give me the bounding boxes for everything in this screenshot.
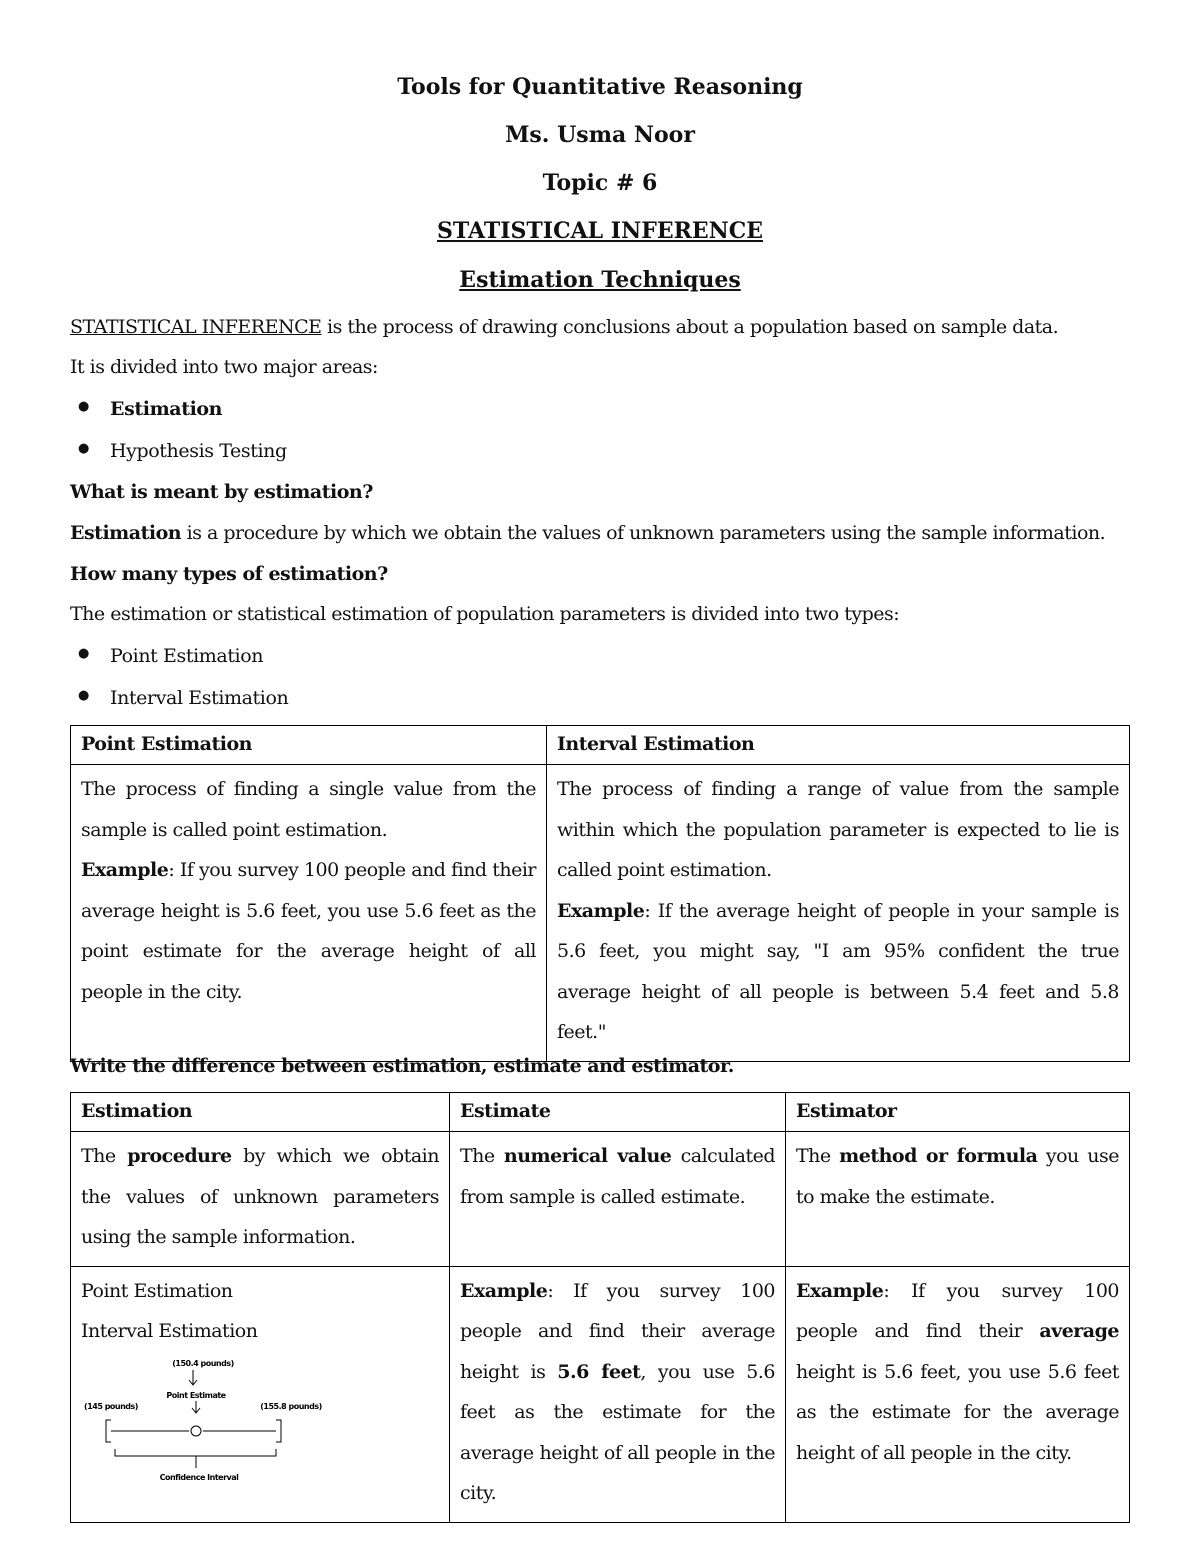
right-bracket	[276, 1420, 281, 1442]
course-title: Tools for Quantitative Reasoning	[397, 74, 803, 100]
table-cell	[547, 765, 1130, 1062]
diagram-point-label: Point Estimate	[166, 1390, 226, 1400]
diagram-left-label: (145 pounds)	[84, 1401, 138, 1411]
intro-term: STATISTICAL INFERENCE	[70, 316, 322, 338]
example-label: Example	[460, 1279, 548, 1302]
point-estimation-example: : If you survey 100 people and find their average height is 5.6 feet, you use 5.6 feet as the point estimate for the average height of all people in the city.	[81, 859, 536, 1003]
example-label: Example	[81, 859, 169, 881]
table-header-cell: Estimation	[71, 1093, 450, 1132]
table-row	[71, 1093, 1130, 1132]
table-header-cell: Interval Estimation	[547, 726, 1130, 765]
table-header-cell: Estimate	[450, 1093, 786, 1132]
subsection-title: Estimation Techniques	[459, 267, 741, 293]
point-estimate-marker	[191, 1426, 201, 1436]
cell-emphasis: numerical value	[503, 1145, 672, 1167]
question-heading: What is meant by estimation?	[70, 481, 373, 503]
table-row	[71, 726, 1130, 765]
instructor-name: Ms. Usma Noor	[505, 122, 695, 148]
diagram-top-label: (150.4 pounds)	[172, 1358, 234, 1368]
table-cell	[71, 1266, 450, 1522]
estimation-definition	[70, 522, 1150, 544]
answer-text: is a procedure by which we obtain the values of unknown parameters using the sample information.	[181, 522, 1106, 544]
table-cell	[71, 1132, 450, 1267]
interval-estimation-definition: The process of finding a range of value from the sample within which the population parameter is expected to lie is called point estimation.	[557, 778, 1119, 881]
question-heading: Write the difference between estimation, estimate and estimator.	[70, 1055, 734, 1077]
section-title: STATISTICAL INFERENCE	[436, 218, 764, 244]
cell-text: height is 5.6 feet, you use 5.6 feet as the estimate for the average height of all people in the city.	[796, 1360, 1119, 1464]
topic-number: Topic # 6	[542, 170, 658, 196]
cell-text: The	[460, 1145, 504, 1167]
left-bracket	[106, 1420, 111, 1442]
cell-emphasis: 5.6 feet	[557, 1360, 641, 1383]
cell-emphasis: average	[1039, 1320, 1119, 1342]
cell-text: : If you survey 100 people and find their average height is	[460, 1279, 775, 1383]
table-cell	[786, 1266, 1130, 1522]
cell-emphasis: method or formula	[839, 1145, 1038, 1167]
cell-text: you use to make the estimate.	[796, 1145, 1119, 1208]
interval-estimation-example: : If the average height of people in your sample is 5.6 feet, you might say, "I am 95% confident the true average height of all people is between 5.4 feet and 5.8 feet."	[557, 899, 1119, 1043]
table-cell	[450, 1266, 786, 1522]
table-row	[71, 1266, 1130, 1522]
cell-text: The	[81, 1145, 128, 1167]
intro-definition-text: is the process of drawing conclusions about a population based on sample data.	[321, 316, 1059, 338]
cell-text: , you use 5.6 feet as the estimate for the average height of all people in the city.	[460, 1360, 776, 1504]
cell-line: Interval Estimation	[81, 1320, 258, 1342]
table-cell	[786, 1132, 1130, 1267]
intro-definition	[70, 316, 1150, 338]
table-header-cell: Estimator	[786, 1093, 1130, 1132]
question-heading: How many types of estimation?	[70, 563, 388, 585]
estimation-comparison-table	[70, 1092, 1130, 1523]
table-cell	[450, 1132, 786, 1267]
point-estimation-definition: The process of finding a single value from the sample is called point estimation.	[81, 778, 536, 841]
diagram-right-label: (155.8 pounds)	[260, 1401, 322, 1411]
cell-text: calculated from sample is called estimate.	[460, 1145, 775, 1208]
list-item: ● Interval Estimation	[110, 687, 288, 709]
types-intro: The estimation or statistical estimation of population parameters is divided into two types:	[70, 603, 900, 625]
table-header-cell: Point Estimation	[71, 726, 547, 765]
cell-text: The	[796, 1145, 840, 1167]
example-label: Example	[557, 899, 645, 922]
table-cell	[71, 765, 547, 1062]
answer-term: Estimation	[70, 522, 182, 544]
cell-text: by which we obtain the values of unknown parameters using the sample information.	[81, 1145, 439, 1248]
interval-brace	[115, 1449, 276, 1456]
table-row	[71, 1132, 1130, 1267]
list-item: ● Hypothesis Testing	[110, 440, 287, 462]
cell-line: Point Estimation	[81, 1279, 233, 1302]
cell-text: : If you survey 100 people and find their	[796, 1279, 1119, 1342]
confidence-interval-diagram	[81, 1356, 341, 1486]
estimation-types-table	[70, 725, 1130, 1062]
diagram-bottom-label: Confidence Interval	[159, 1472, 239, 1482]
areas-intro: It is divided into two major areas:	[70, 356, 378, 378]
table-row	[71, 765, 1130, 1062]
list-item: ● Estimation	[110, 398, 222, 420]
cell-emphasis: procedure	[127, 1145, 232, 1167]
example-label: Example	[796, 1279, 884, 1302]
list-item: ● Point Estimation	[110, 645, 263, 667]
